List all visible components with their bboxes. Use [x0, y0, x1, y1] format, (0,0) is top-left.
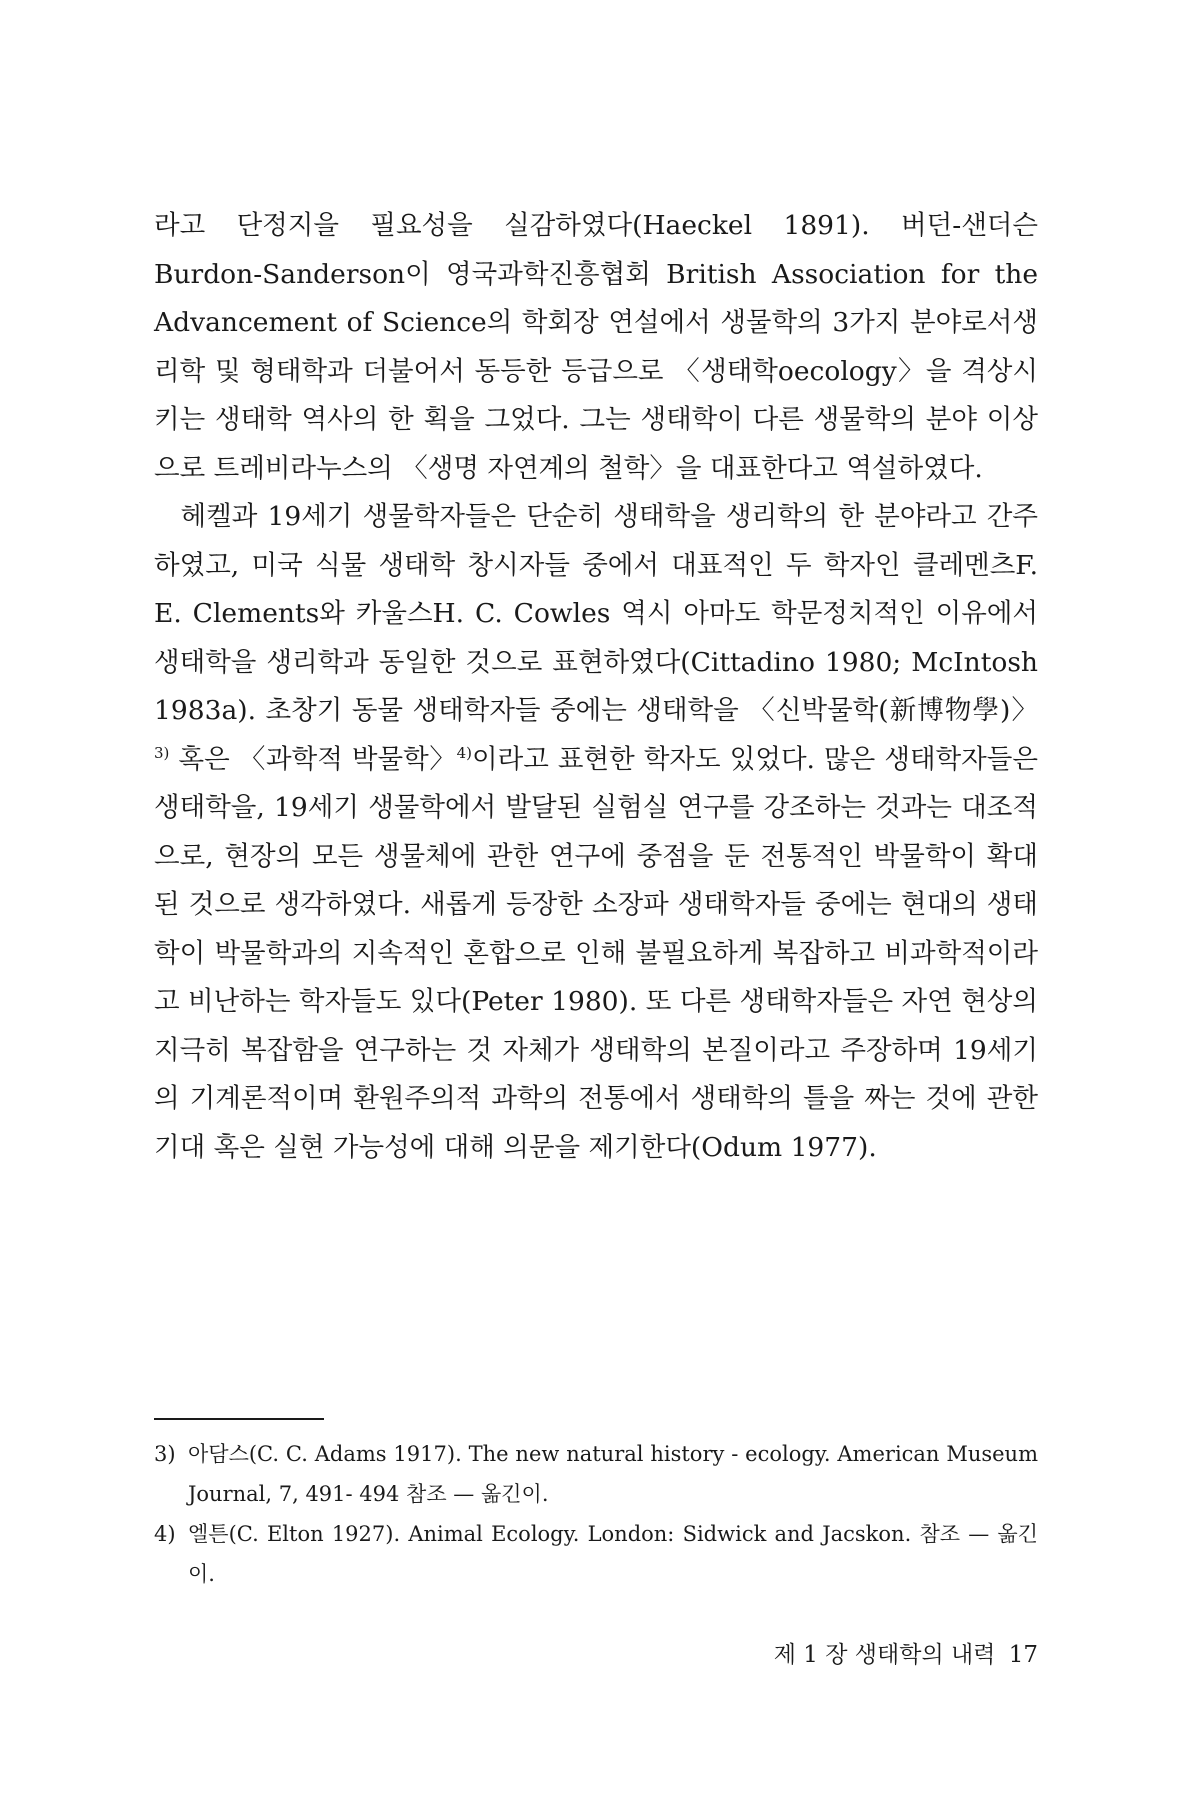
- paragraph-2-part-3: 이라고 표현한 학자도 있었다. 많은 생태학자들은 생태학을, 19세기 생물학에서 발달된 실험실 연구를 강조하는 것과는 대조적으로, 현장의 모든 생물체에 관한 연구에 중점을 둔 전통적인 박물학이 확대된 것으로 생각하였다. 새롭게 등장한 소장파 생태학자들 중에는 현대의 생태학이 박물학과의 지속적인 혼합으로 인해 불필요하게 복잡하고 비과학적이라고 비난하는 학자들도 있다(Peter 1980). 또 다른 생태학자들은 자연 현상의 지극히 복잡함을 연구하는 것 자체가 생태학의 본질이라고 주장하며 19세기의 기계론적이며 환원주의적 과학의 전통에서 생태학의 틀을 짜는 것에 관한 기대 혹은 실현 가능성에 대해 의문을 제기한다(Odum 1977).: [154, 743, 1038, 1163]
- footnote-3: [154, 1434, 1038, 1514]
- paragraph-1: 라고 단정지을 필요성을 실감하였다(Haeckel 1891). 버던-샌더슨 Burdon-Sanderson이 영국과학진흥협회 British Association for the Advancement of Science의 학회장 연설에서 생물학의 3가지 분야로서생리학 및 형태학과 더불어서 동등한 등급으로 〈생태학oecology〉을 격상시키는 생태학 역사의 한 획을 그었다. 그는 생태학이 다른 생물학의 분야 이상으로 트레비라누스의 〈생명 자연계의 철학〉을 대표한다고 역설하였다.: [154, 210, 1038, 484]
- footnote-text: 엘튼(C. Elton 1927). Animal Ecology. London: Sidwick and Jacskon. 참조 — 옮긴이.: [188, 1522, 1038, 1586]
- footnote-text: 아담스(C. C. Adams 1917). The new natural history - ecology. American Museum Journal, 7, 491- 494 참조 — 옮긴이.: [188, 1442, 1038, 1506]
- footnote-divider: [154, 1418, 324, 1420]
- footnote-4: [154, 1514, 1038, 1594]
- footnote-ref-4: 4): [456, 743, 473, 762]
- paragraph-2-part-1: 헤켈과 19세기 생물학자들은 단순히 생태학을 생리학의 한 분야라고 간주하였고, 미국 식물 생태학 창시자들 중에서 대표적인 두 학자인 클레멘츠F. E. Clements와 카울스H. C. Cowles 역시 아마도 학문정치적인 이유에서 생태학을 생리학과 동일한 것으로 표현하였다(Cittadino 1980; McIntosh 1983a). 초창기 동물 생태학자들 중에는 생태학을 〈신박물학(新博物學)〉: [154, 501, 1038, 726]
- paragraph-2: [154, 493, 1038, 1172]
- paragraph-2-part-2: 혹은 〈과학적 박물학〉: [169, 743, 457, 775]
- body-text: [154, 202, 1038, 1172]
- page-number: 17: [1008, 1642, 1038, 1668]
- footnotes: [154, 1434, 1038, 1594]
- chapter-title: 제 1 장 생태학의 내력: [773, 1642, 996, 1668]
- footnote-number: 4): [154, 1522, 176, 1546]
- footnote-number: 3): [154, 1442, 176, 1466]
- footnote-ref-3: 3): [154, 743, 170, 762]
- running-footer: [768, 1640, 1038, 1670]
